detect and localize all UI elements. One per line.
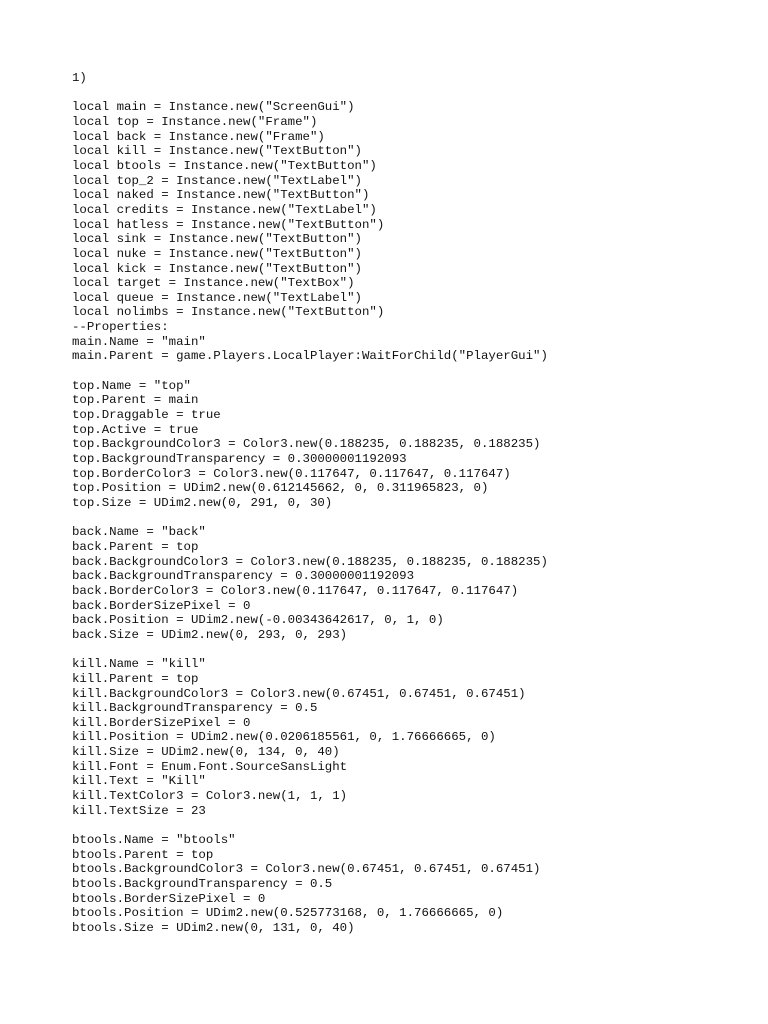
code-line: local back = Instance.new("Frame") [72,129,325,144]
code-line: back.Name = "back" [72,525,206,540]
code-line: local queue = Instance.new("TextLabel") [72,290,362,305]
code-line: btools.Name = "btools" [72,833,236,848]
code-line: back.BorderColor3 = Color3.new(0.117647, 0.117647, 0.117647) [72,583,519,598]
code-line: top.Draggable = true [72,408,221,423]
code-line: kill.TextSize = 23 [72,803,206,818]
code-line: top.Size = UDim2.new(0, 291, 0, 30) [72,496,333,510]
code-line: top.BackgroundTransparency = 0.30000001192093 [72,452,407,467]
code-line: back.Position = UDim2.new(-0.00343642617, 0, 1, 0) [72,613,444,628]
code-line: local kill = Instance.new("TextButton") [72,144,362,159]
code-line: kill.Position = UDim2.new(0.0206185561, 0, 1.76666665, 0) [72,730,496,745]
blank-line [72,364,748,379]
code-line: back.BackgroundTransparency = 0.30000001192093 [72,569,415,584]
code-line: top.Name = "top" [72,378,191,393]
code-line: kill.Size = UDim2.new(0, 134, 0, 40) [72,745,340,760]
code-line: top.Parent = main [72,393,199,408]
code-line: local nolimbs = Instance.new("TextButton") [72,305,385,320]
code-line: kill.Font = Enum.Font.SourceSansLight [72,759,348,774]
code-line: btools.Size = UDim2.new(0, 131, 0, 40) [72,920,355,935]
code-line: top.Position = UDim2.new(0.612145662, 0, 0.311965823, 0) [72,481,489,496]
code-line: kill.Text = "Kill" [72,774,206,789]
document-page [72,71,748,936]
code-line: kill.Parent = top [72,671,199,686]
code-line: back.Parent = top [72,539,199,554]
blank-line [72,86,748,101]
code-line: local btools = Instance.new("TextButton") [72,158,377,173]
code-line: local top = Instance.new("Frame") [72,114,318,129]
code-line: kill.TextColor3 = Color3.new(1, 1, 1) [72,789,348,804]
code-line: main.Parent = game.Players.LocalPlayer:WaitForChild("PlayerGui") [72,349,548,364]
code-line: btools.BackgroundColor3 = Color3.new(0.67451, 0.67451, 0.67451) [72,862,541,877]
code-line: top.BackgroundColor3 = Color3.new(0.188235, 0.188235, 0.188235) [72,437,541,452]
code-line: kill.BorderSizePixel = 0 [72,715,251,730]
code-line: local main = Instance.new("ScreenGui") [72,100,355,115]
code-line: top.Active = true [72,422,199,437]
code-line: btools.Position = UDim2.new(0.525773168, 0, 1.76666665, 0) [72,906,504,921]
blank-line [72,511,748,526]
code-line: local target = Instance.new("TextBox") [72,276,355,291]
code-line: back.Size = UDim2.new(0, 293, 0, 293) [72,627,348,642]
blank-line [72,818,748,833]
code-line: kill.BackgroundColor3 = Color3.new(0.67451, 0.67451, 0.67451) [72,686,526,701]
code-line: btools.BorderSizePixel = 0 [72,891,266,906]
code-line: main.Name = "main" [72,334,206,349]
code-line: kill.BackgroundTransparency = 0.5 [72,701,318,716]
code-line: top.BorderColor3 = Color3.new(0.117647, 0.117647, 0.117647) [72,466,511,481]
code-line: local credits = Instance.new("TextLabel") [72,202,377,217]
blank-line [72,643,748,658]
code-line: back.BackgroundColor3 = Color3.new(0.188235, 0.188235, 0.188235) [72,554,548,569]
code-line: local hatless = Instance.new("TextButton") [72,217,385,232]
code-line: btools.Parent = top [72,847,214,862]
code-line: kill.Name = "kill" [72,657,206,672]
code-line: local sink = Instance.new("TextButton") [72,232,362,247]
code-line: local kick = Instance.new("TextButton") [72,261,362,276]
code-line: local top_2 = Instance.new("TextLabel") [72,173,362,188]
list-number: 1) [72,71,87,85]
code-line: back.BorderSizePixel = 0 [72,598,251,613]
code-line: btools.BackgroundTransparency = 0.5 [72,877,333,892]
code-line: local naked = Instance.new("TextButton") [72,188,370,203]
code-line: local nuke = Instance.new("TextButton") [72,246,362,261]
comment-line: --Properties: [72,320,169,335]
